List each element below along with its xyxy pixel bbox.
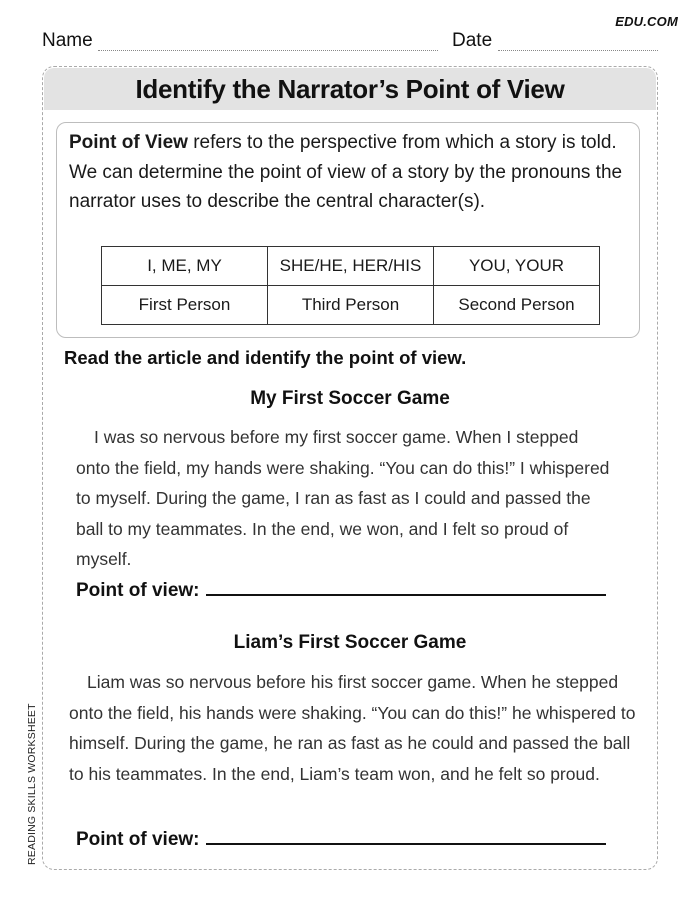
story-2-title: Liam’s First Soccer Game	[233, 632, 467, 653]
definition-term: Point of View	[69, 132, 188, 153]
date-label: Date	[452, 30, 493, 51]
definition-body: refers to the perspective from which a story is told. We can determine the point of view of a story by the pronouns the narrator uses to describe the central character(s).	[69, 132, 623, 212]
table-cell: I, ME, MY	[102, 247, 268, 286]
worksheet-title: Identify the Narrator’s Point of View	[135, 73, 565, 104]
pov-answer-line[interactable]	[206, 843, 606, 845]
story-2-text	[69, 667, 639, 789]
story-1-title: My First Soccer Game	[250, 388, 450, 409]
definition-box	[56, 122, 640, 338]
story-2-pov	[76, 829, 606, 851]
table-cell: YOU, YOUR	[434, 247, 600, 286]
brand-logo: EDU.COM	[615, 14, 678, 29]
pronoun-table	[101, 246, 600, 325]
name-label: Name	[42, 30, 93, 51]
table-cell: SHE/HE, HER/HIS	[268, 247, 434, 286]
date-line[interactable]	[498, 50, 658, 51]
side-label: READING SKILLS WORKSHEET	[26, 703, 38, 865]
pov-label: Point of view:	[76, 580, 200, 601]
definition-text	[69, 128, 629, 217]
title-bar	[44, 68, 656, 110]
table-row	[102, 247, 600, 286]
instructions: Read the article and identify the point of view.	[64, 347, 467, 368]
header-fields	[42, 30, 658, 54]
story-1-paragraph: I was so nervous before my first soccer game. When I stepped onto the field, my hands were shaking. “You can do this!” I whispered to myself. During the game, I ran as fast as I could and passed the ball to my teammates. In the end, we won, and I felt so proud of myself.	[76, 427, 610, 569]
table-cell: First Person	[102, 286, 268, 325]
story-1-pov	[76, 580, 606, 602]
pov-answer-line[interactable]	[206, 594, 606, 596]
story-1-text	[76, 422, 616, 575]
name-line[interactable]	[98, 50, 438, 51]
pov-label: Point of view:	[76, 829, 200, 850]
table-cell: Third Person	[268, 286, 434, 325]
table-cell: Second Person	[434, 286, 600, 325]
table-row	[102, 286, 600, 325]
story-2-paragraph: Liam was so nervous before his first soccer game. When he stepped onto the field, his hands were shaking. “You can do this!” he whispered to himself. During the game, he ran as fast as he could and passed the ball to his teammates. In the end, Liam’s team won, and he felt so proud.	[69, 672, 636, 784]
